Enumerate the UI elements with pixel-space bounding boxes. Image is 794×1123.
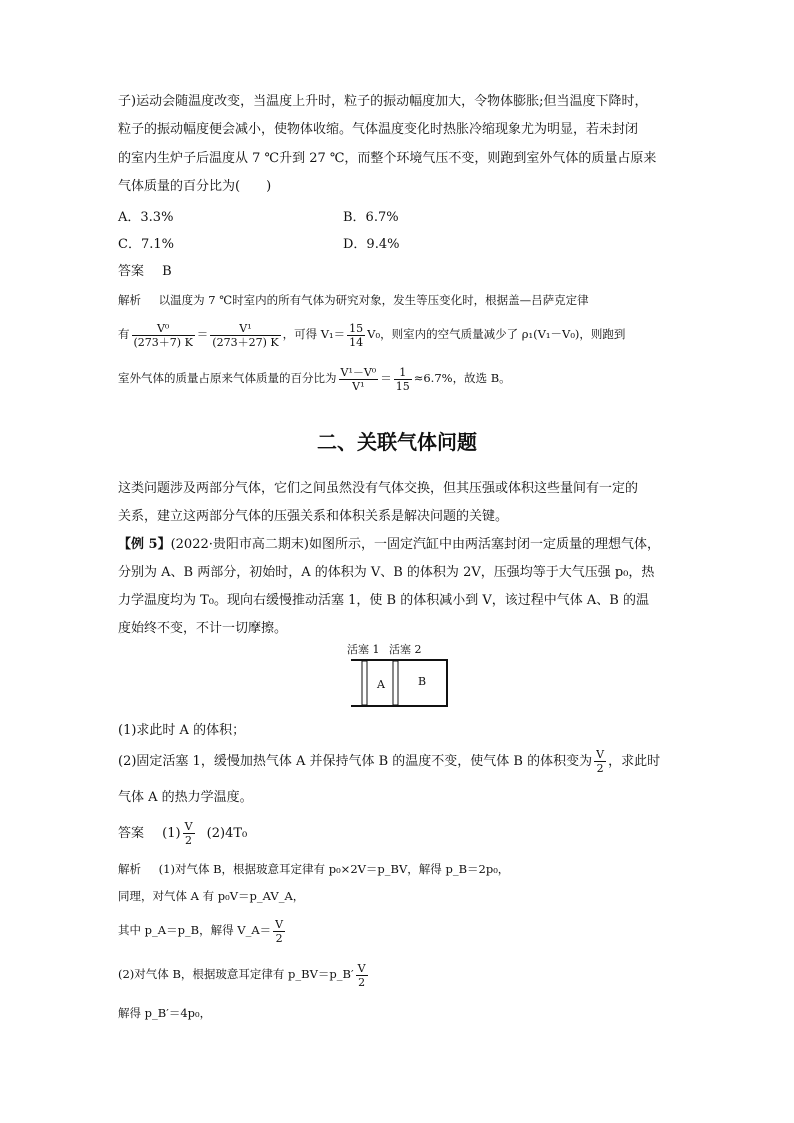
analysis-1-prefix: 有 [118, 327, 130, 341]
question-2-prefix: (2)固定活塞 1，缓慢加热气体 A 并保持气体 B 的温度不变，使气体 B 的体积变为 [118, 754, 593, 769]
intro-line-2: 粒子的振动幅度便会减小，使物体收缩。气体温度变化时热胀冷缩现象尤为明显，若未封闭 [118, 122, 639, 137]
analysis-2-line-2: 同理，对气体 A 有 p₀V＝p_AV_A， [118, 889, 305, 903]
fraction-15-over-14: $\frac{15}{14}$ [349, 321, 364, 349]
answer-1 [118, 262, 172, 282]
analysis-1-text-1: 以温度为 7 ℃时室内的所有气体为研究对象，发生等压变化时，根据盖—吕萨克定律 [158, 293, 589, 307]
example-text-1: (2022·贵阳市高二期末)如图所示，一固定汽缸中由两活塞封闭一定质量的理想气体， [170, 537, 660, 552]
answer-2-fraction: $\frac{V}{2}$ [184, 820, 193, 847]
section-title: 二、关联气体问题 [317, 430, 477, 454]
piston-1-label: 活塞 1 [347, 643, 380, 656]
answer-2-part-2: (2)4T₀ [206, 826, 248, 841]
section-intro-line-2: 关系，建立这两部分气体的压强关系和体积关系是解决问题的关键。 [118, 509, 509, 524]
analysis-2-fraction-va: $\frac{V}{2}$ [275, 917, 284, 945]
example-line-3: 力学温度均为 T₀。现向右缓慢推动活塞 1，使 B 的体积减小到 V，该过程中气体 A、B 的温 [118, 593, 649, 608]
analysis-2-label: 解析 [118, 862, 141, 876]
question-2-line-2: 气体 A 的热力学温度。 [118, 790, 253, 805]
answer-2-label: 答案 [118, 826, 145, 841]
question-2-suffix: ，求此时 [608, 754, 661, 769]
fraction-volume-change: $\frac{\text{V¹－V⁰}}{\text{V¹}}$ [340, 365, 377, 393]
intro-line-4: 气体质量的百分比为( ) [118, 179, 272, 194]
analysis-1-tail: V₀，则室内的空气质量减少了 ρ₁(V₁－V₀)，则跑到 [367, 327, 626, 341]
analysis-2-line-3 [118, 912, 287, 948]
analysis-1-middle: ，可得 V₁＝ [282, 327, 346, 341]
analysis-2-line-4-prefix: (2)对气体 B，根据玻意耳定律有 p_BV＝p_B′ [118, 967, 354, 981]
analysis-2-text-1: (1)对气体 B，根据玻意耳定律有 p₀×2V＝p_BV，解得 p_B＝2p₀， [158, 862, 510, 876]
analysis-1-label: 解析 [118, 293, 141, 307]
fraction-v1-over-300: $\frac{\text{V¹}}{(273+27) K}$ [212, 321, 279, 349]
example-line-4: 度始终不变，不计一切摩擦。 [118, 621, 288, 636]
piston-2-label: 活塞 2 [389, 643, 422, 656]
analysis-1-line-1 [118, 290, 589, 310]
analysis-2-line-1 [118, 859, 509, 879]
gas-a-label: A [377, 678, 385, 691]
analysis-1-line-2 [118, 316, 625, 352]
analysis-1-line-3-tail: ≈6.7%，故选 B。 [413, 371, 511, 385]
question-2-line-1 [118, 744, 660, 780]
answer-2-part-1-prefix: (1) [162, 826, 181, 841]
example-label: 【例 5】 [118, 537, 171, 552]
answer-1-value: B [162, 264, 172, 279]
fraction-1-over-15: $\frac{1}{15}$ [395, 365, 410, 393]
analysis-2-line-5: 解得 p_B′＝4p₀， [118, 1006, 212, 1020]
example-line-1 [118, 535, 660, 555]
gas-b-label: B [418, 675, 427, 688]
intro-line-1: 子)运动会随温度改变，当温度上升时，粒子的振动幅度加大，令物体膨胀;但当温度下降时， [118, 94, 648, 109]
fraction-v-over-2: $\frac{V}{2}$ [596, 748, 605, 775]
option-a: A．3.3% [118, 210, 174, 225]
intro-line-3: 的室内生炉子后温度从 7 ℃升到 27 ℃，而整个环境气压不变，则跑到室外气体的质量占原来 [118, 151, 657, 166]
example-line-2: 分别为 A、B 两部分，初始时，A 的体积为 V、B 的体积为 2V，压强均等于大气压强 p₀，热 [118, 565, 655, 580]
piston-2 [393, 661, 398, 705]
section-intro-line-1: 这类问题涉及两部分气体，它们之间虽然没有气体交换，但其压强或体积这些量间有一定的 [118, 481, 639, 496]
equals-sign-2: ＝ [380, 371, 392, 385]
analysis-2-line-4 [118, 956, 370, 992]
equals-sign: ＝ [196, 327, 209, 341]
cylinder-figure [345, 640, 455, 712]
option-c: C．7.1% [118, 237, 174, 252]
analysis-1-line-3-prefix: 室外气体的质量占原来气体质量的百分比为 [118, 371, 337, 385]
question-1: (1)求此时 A 的体积； [118, 723, 246, 738]
piston-1 [362, 661, 367, 705]
analysis-1-line-3 [118, 360, 511, 396]
option-b: B．6.7% [343, 210, 399, 225]
analysis-2-fraction-half-v: $\frac{V}{2}$ [357, 961, 366, 989]
fraction-v0-over-280: $\frac{\text{V⁰}}{(273+7) K}$ [133, 321, 193, 349]
answer-1-label: 答案 [118, 264, 145, 279]
analysis-2-line-3-prefix: 其中 p_A＝p_B，解得 V_A＝ [118, 923, 272, 937]
option-d: D．9.4% [343, 237, 400, 252]
answer-2 [118, 816, 247, 852]
